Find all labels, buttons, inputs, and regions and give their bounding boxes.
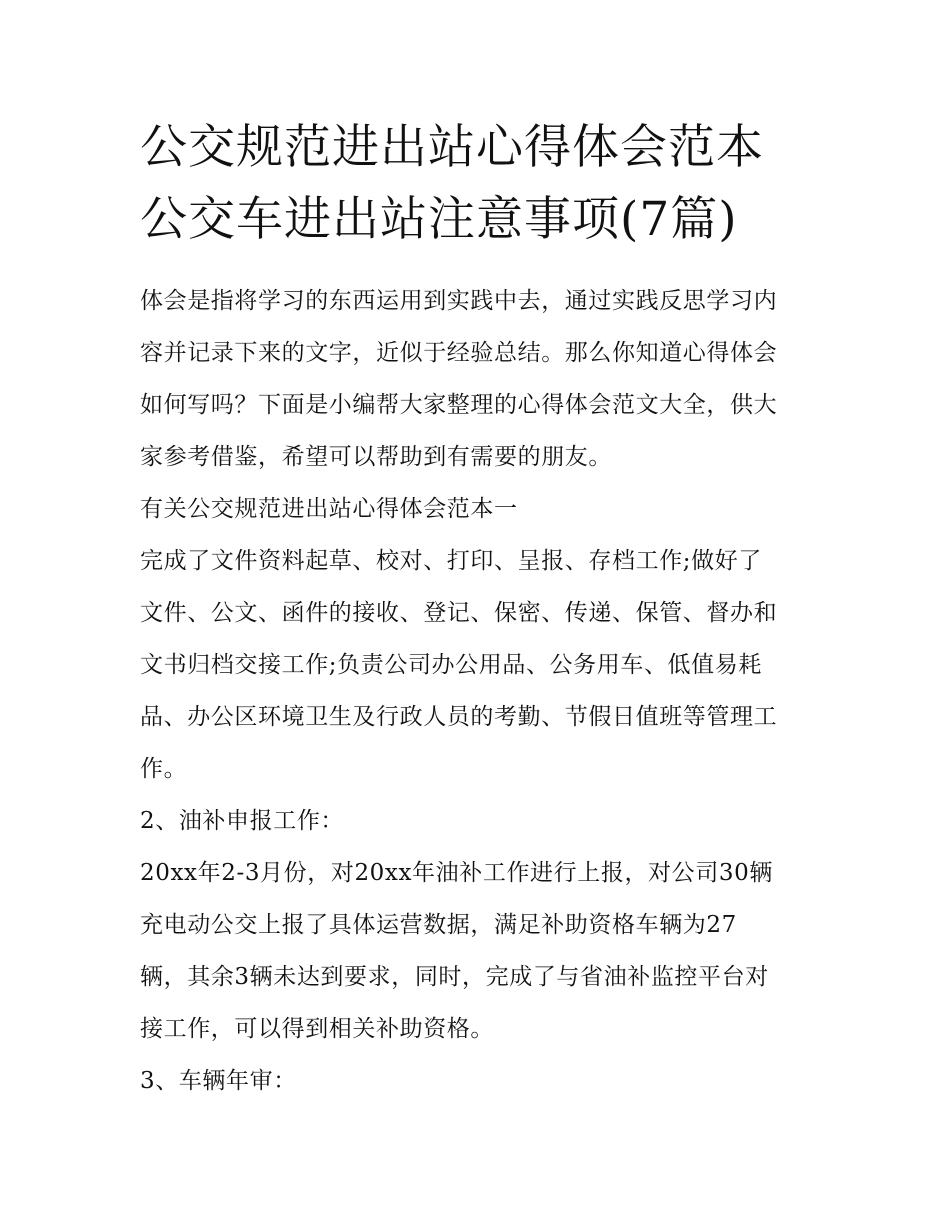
paragraph-line: 如何写吗？下面是小编帮大家整理的心得体会范文大全，供大 bbox=[140, 392, 778, 418]
paragraph-line: 作。 bbox=[140, 756, 188, 782]
list-item-heading: 3、车辆年审： bbox=[140, 1068, 297, 1094]
document-title bbox=[140, 112, 820, 256]
list-item-heading: 2、油补申报工作： bbox=[140, 808, 345, 834]
title-line-2: 公交车进出站注意事项(7篇) bbox=[140, 192, 738, 247]
paragraph-line: 接工作，可以得到相关补助资格。 bbox=[140, 1016, 494, 1042]
paragraph-line: 品、办公区环境卫生及行政人员的考勤、节假日值班等管理工 bbox=[140, 704, 778, 730]
paragraph-line: 家参考借鉴，希望可以帮助到有需要的朋友。 bbox=[140, 444, 612, 470]
paragraph-line: 完成了文件资料起草、校对、打印、呈报、存档工作;做好了 bbox=[140, 548, 762, 574]
paragraph-line: 充电动公交上报了具体运营数据，满足补助资格车辆为27 bbox=[140, 912, 737, 938]
paragraph-line: 辆，其余3辆未达到要求，同时，完成了与省油补监控平台对 bbox=[140, 964, 769, 990]
paragraph-line: 容并记录下来的文字，近似于经验总结。那么你知道心得体会 bbox=[140, 340, 778, 366]
paragraph-line: 文书归档交接工作;负责公司办公用品、公务用车、低值易耗 bbox=[140, 652, 762, 678]
title-line-1: 公交规范进出站心得体会范本 bbox=[140, 120, 764, 175]
paragraph-line: 文件、公文、函件的接收、登记、保密、传递、保管、督办和 bbox=[140, 600, 778, 626]
paragraph-line: 体会是指将学习的东西运用到实践中去，通过实践反思学习内 bbox=[140, 288, 778, 314]
section-heading: 有关公交规范进出站心得体会范本一 bbox=[140, 496, 518, 522]
document-body bbox=[140, 275, 812, 1107]
paragraph-line: 20xx年2-3月份，对20xx年油补工作进行上报，对公司30辆 bbox=[140, 860, 773, 886]
